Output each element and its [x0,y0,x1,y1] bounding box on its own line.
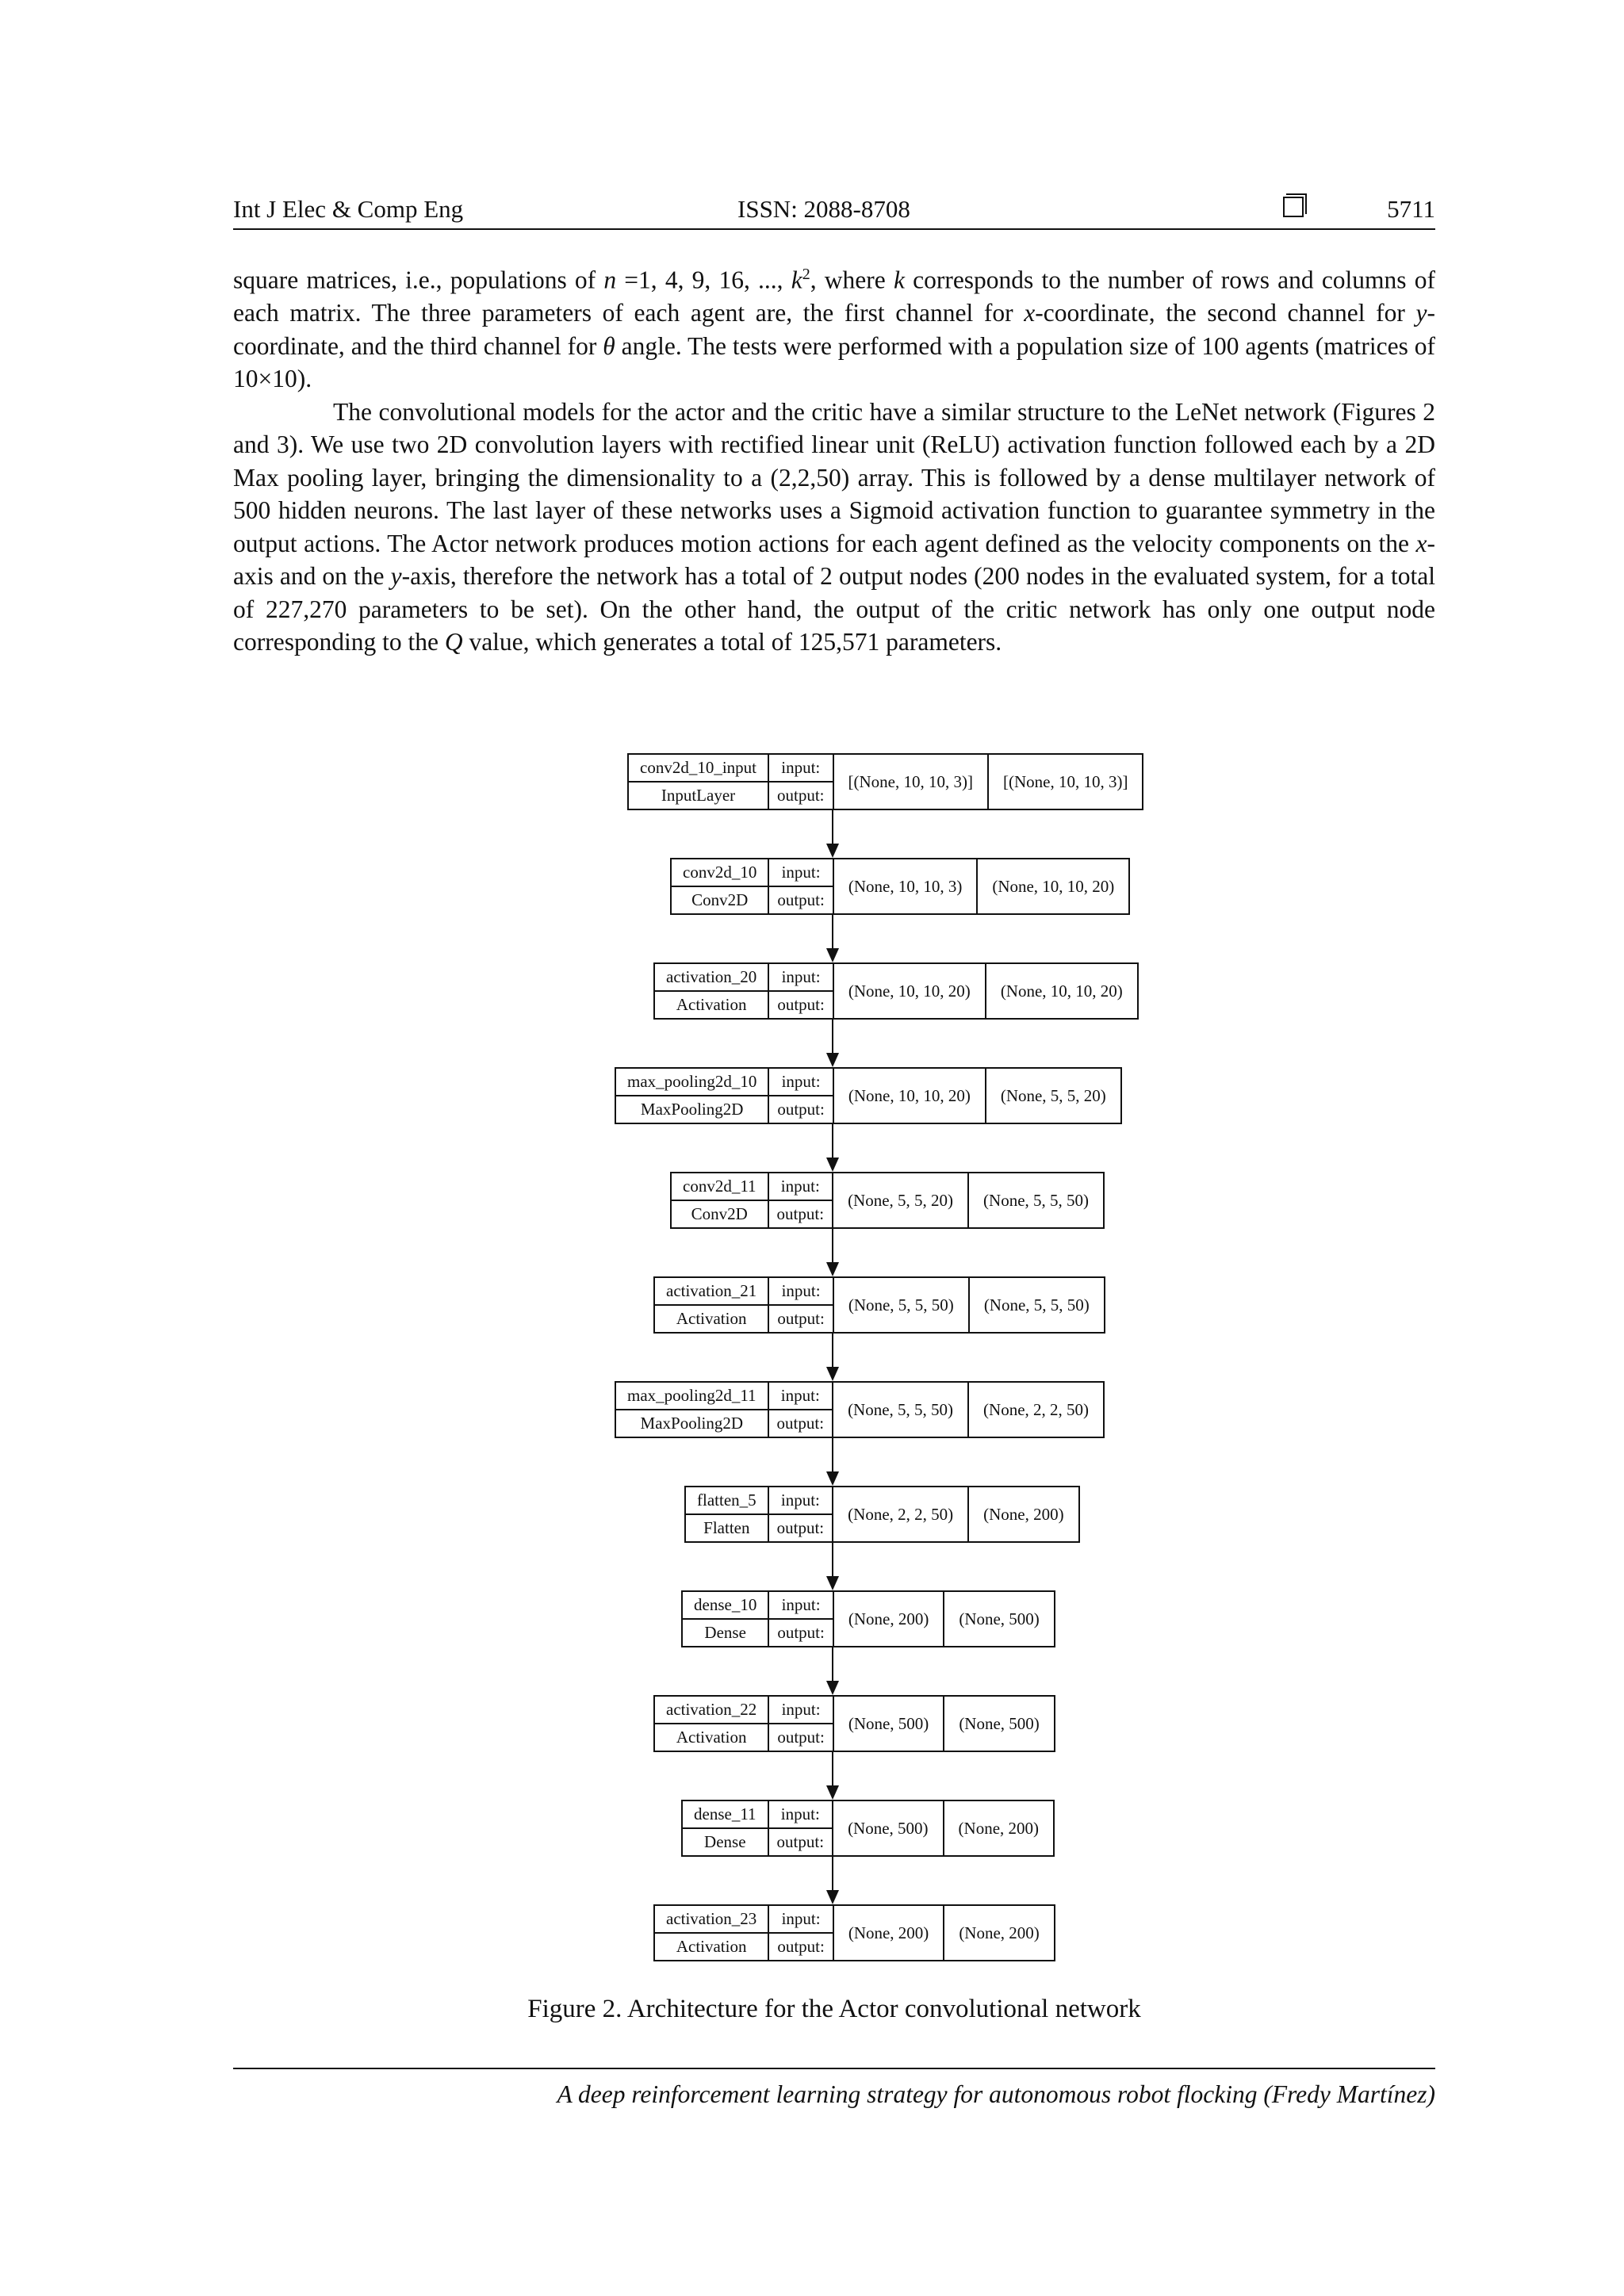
page-number: 5711 [1387,195,1435,223]
input-shape: (None, 5, 5, 50) [833,1383,969,1437]
output-label: output: [777,995,825,1014]
journal-name: Int J Elec & Comp Eng [233,195,464,223]
input-shape: (None, 200) [834,1592,944,1646]
input-label: input: [769,964,833,992]
input-shape: (None, 500) [833,1801,944,1855]
layer-name: activation_20 [655,964,768,992]
input-shape: (None, 500) [834,1697,944,1751]
page-header [233,190,1435,228]
header-rule [233,228,1435,230]
layer-type: MaxPooling2D [640,1414,744,1433]
input-shape: (None, 200) [834,1906,944,1960]
output-shape: (None, 200) [959,1923,1040,1942]
footer-rule [233,2068,1435,2069]
box-icon [1283,197,1304,217]
paragraph-1: square matrices, i.e., populations of n =1, 4, 9, 16, ..., $k^2$, where k corresponds to the number of rows and columns of each matrix. The three parameters of each agent are, the first channel for x-coordinate, the second channel for y-coordinate, and the third channel for θ angle. The tests were performed with a population size of 100 agents (matrices of 10×10). [233,266,1435,392]
output-shape: (None, 5, 5, 50) [983,1295,1090,1314]
output-label: output: [776,1414,825,1433]
output-label: output: [777,1728,825,1747]
layer-type: Conv2D [691,890,749,909]
layer-box-conv2d-11 [670,1172,1105,1229]
layer-name: dense_10 [683,1592,768,1620]
output-label: output: [777,1623,825,1642]
input-label: input: [769,1069,833,1096]
layer-name: activation_22 [655,1697,768,1724]
layer-box-dense-11 [681,1800,1055,1857]
input-shape: (None, 5, 5, 50) [834,1278,970,1332]
layer-type: Activation [676,1937,747,1956]
layer-type: Conv2D [691,1204,748,1223]
output-shape: (None, 10, 10, 20) [992,876,1115,896]
output-label: output: [777,786,825,805]
layer-type: MaxPooling2D [640,1100,744,1119]
layer-box-flatten-5 [684,1486,1080,1543]
input-label: input: [769,1487,833,1515]
output-label: output: [776,1204,825,1223]
figure-caption: Figure 2. Architecture for the Actor convolutional network [527,1995,1141,2023]
output-shape: (None, 10, 10, 20) [1000,981,1123,1001]
layer-name: activation_21 [655,1278,768,1306]
layer-box-activation-23 [653,1904,1055,1961]
layer-name: conv2d_10 [672,859,768,887]
layer-box-activation-21 [653,1276,1105,1334]
input-label: input: [769,1801,833,1829]
layer-name: max_pooling2d_11 [616,1383,768,1410]
output-label: output: [777,1309,825,1328]
layer-name: conv2d_11 [672,1173,768,1201]
input-label: input: [769,859,833,887]
layer-box-max-pooling2d-10 [615,1067,1122,1124]
paragraph-2: The convolutional models for the actor and the critic have a similar structure to the LeNet network (Figures 2 and 3). We use two 2D convolution layers with rectified linear unit (ReLU) activation function followed each by a 2D Max pooling layer, bringing the dimensionality to a (2,2,50) array. This is followed by a dense multilayer network of 500 hidden neurons. The last layer of these networks uses a Sigmoid activation function to guarantee symmetry in the output actions. The Actor network produces motion actions for each agent defined as the velocity components on the x-axis and on the y-axis, therefore the network has a total of 2 output nodes (200 nodes in the evaluated system, for a total of 227,270 parameters to be set). On the other hand, the output of the critic network has only one output node corresponding to the Q value, which generates a total of 125,571 parameters. [233,397,1435,656]
layer-name: activation_23 [655,1906,768,1934]
output-shape: (None, 200) [958,1818,1040,1838]
output-shape: (None, 500) [959,1609,1040,1628]
layer-box-dense-10 [681,1590,1055,1647]
input-label: input: [769,1383,833,1410]
input-shape: (None, 10, 10, 3) [834,859,978,913]
input-shape: (None, 10, 10, 20) [834,964,986,1018]
layer-type: Activation [676,995,747,1014]
output-shape: (None, 500) [959,1713,1040,1733]
input-shape: (None, 2, 2, 50) [833,1487,969,1541]
output-shape: (None, 2, 2, 50) [983,1399,1090,1419]
output-label: output: [777,1937,825,1956]
output-shape: (None, 200) [983,1504,1064,1524]
layer-type: InputLayer [661,786,736,805]
output-shape: [(None, 10, 10, 3)] [1002,771,1128,791]
input-label: input: [769,1906,833,1934]
layer-type: Activation [676,1309,747,1328]
layer-box-activation-22 [653,1695,1055,1752]
layer-type: Flatten [703,1518,750,1537]
input-label: input: [769,1592,833,1620]
output-label: output: [777,1100,825,1119]
issn: ISSN: 2088-8708 [737,195,910,223]
layer-box-max-pooling2d-11 [615,1381,1105,1438]
output-shape: (None, 5, 5, 50) [983,1190,1090,1210]
layer-box-conv2d-10 [670,858,1130,915]
layer-name: max_pooling2d_10 [616,1069,768,1096]
input-shape: (None, 5, 5, 20) [833,1173,969,1227]
architecture-diagram [555,753,1128,1974]
layer-type: Activation [676,1728,747,1747]
output-shape: (None, 5, 5, 20) [1000,1085,1106,1105]
layer-type: Dense [704,1832,746,1851]
layer-name: dense_11 [683,1801,768,1829]
output-label: output: [777,890,825,909]
layer-name: conv2d_10_input [629,755,768,783]
output-label: output: [776,1832,825,1851]
layer-box-activation-20 [653,962,1139,1020]
input-label: input: [769,1697,833,1724]
layer-type: Dense [704,1623,746,1642]
input-label: input: [769,1173,833,1201]
input-label: input: [769,755,833,783]
output-label: output: [776,1518,825,1537]
body-text [233,258,1435,659]
input-shape: [(None, 10, 10, 3)] [834,755,989,809]
layer-name: flatten_5 [686,1487,768,1515]
input-shape: (None, 10, 10, 20) [834,1069,986,1123]
input-label: input: [769,1278,833,1306]
running-title: A deep reinforcement learning strategy for autonomous robot flocking (Fredy Martínez) [557,2080,1435,2108]
layer-box-conv2d-10-input [627,753,1143,810]
